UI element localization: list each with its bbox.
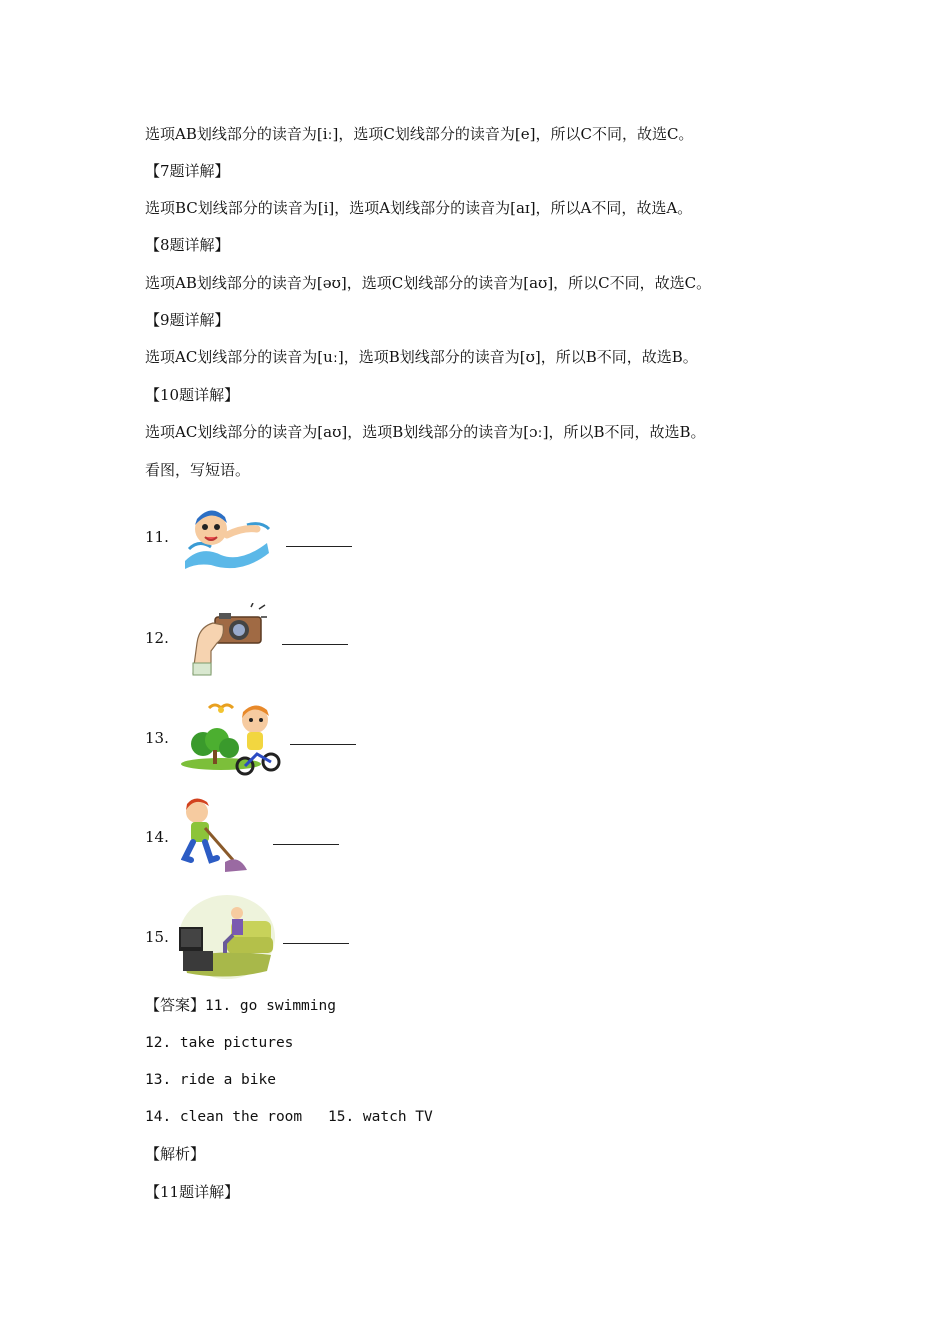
boy-watching-tv-picture bbox=[177, 893, 277, 979]
question-number: 11. bbox=[145, 528, 169, 546]
explanation-6-text: 选项AB划线部分的读音为[iː]，选项C划线部分的读音为[e]，所以C不同，故选C。 bbox=[145, 125, 694, 143]
answer-label: 【答案】 bbox=[145, 996, 206, 1014]
answer-14: 14. clean the room bbox=[145, 1109, 303, 1125]
boy-sweeping-picture bbox=[181, 798, 253, 878]
boy-swimming-picture bbox=[181, 505, 273, 573]
heading-q10: 【10题详解】 bbox=[145, 386, 240, 404]
question-number: 14. bbox=[145, 828, 169, 846]
answer-blank[interactable] bbox=[290, 743, 356, 745]
question-number: 15. bbox=[145, 928, 169, 946]
heading-q9: 【9题详解】 bbox=[145, 311, 230, 329]
answer-11: 11. go swimming bbox=[205, 998, 336, 1014]
explanation-8-text: 选项AB划线部分的读音为[əʊ]，选项C划线部分的读音为[aʊ]，所以C不同，故选C。 bbox=[145, 274, 712, 292]
heading-q11: 【11题详解】 bbox=[145, 1183, 240, 1201]
question-number: 13. bbox=[145, 729, 169, 747]
explanation-7-text: 选项BC划线部分的读音为[i]，选项A划线部分的读音为[aɪ]，所以A不同，故选A。 bbox=[145, 199, 693, 217]
boy-riding-bike-picture bbox=[181, 700, 281, 778]
answer-blank[interactable] bbox=[273, 843, 339, 845]
heading-q7: 【7题详解】 bbox=[145, 162, 230, 180]
answer-12: 12. take pictures bbox=[145, 1035, 294, 1051]
answer-blank[interactable] bbox=[282, 643, 348, 645]
answer-blank[interactable] bbox=[286, 545, 352, 547]
question-number: 12. bbox=[145, 629, 169, 647]
explanation-9-text: 选项AC划线部分的读音为[uː]，选项B划线部分的读音为[ʊ]，所以B不同，故选B。 bbox=[145, 348, 698, 366]
answer-blank[interactable] bbox=[283, 942, 349, 944]
analysis-label: 【解析】 bbox=[145, 1145, 206, 1163]
hand-holding-camera-picture bbox=[189, 603, 269, 677]
answer-15: 15. watch TV bbox=[328, 1109, 433, 1125]
answer-line-1 bbox=[145, 995, 336, 1016]
answer-13: 13. ride a bike bbox=[145, 1072, 276, 1088]
explanation-10-text: 选项AC划线部分的读音为[aʊ]，选项B划线部分的读音为[ɔː]，所以B不同，故选B。 bbox=[145, 423, 706, 441]
section-instruction: 看图，写短语。 bbox=[145, 461, 251, 479]
heading-q8: 【8题详解】 bbox=[145, 236, 230, 254]
